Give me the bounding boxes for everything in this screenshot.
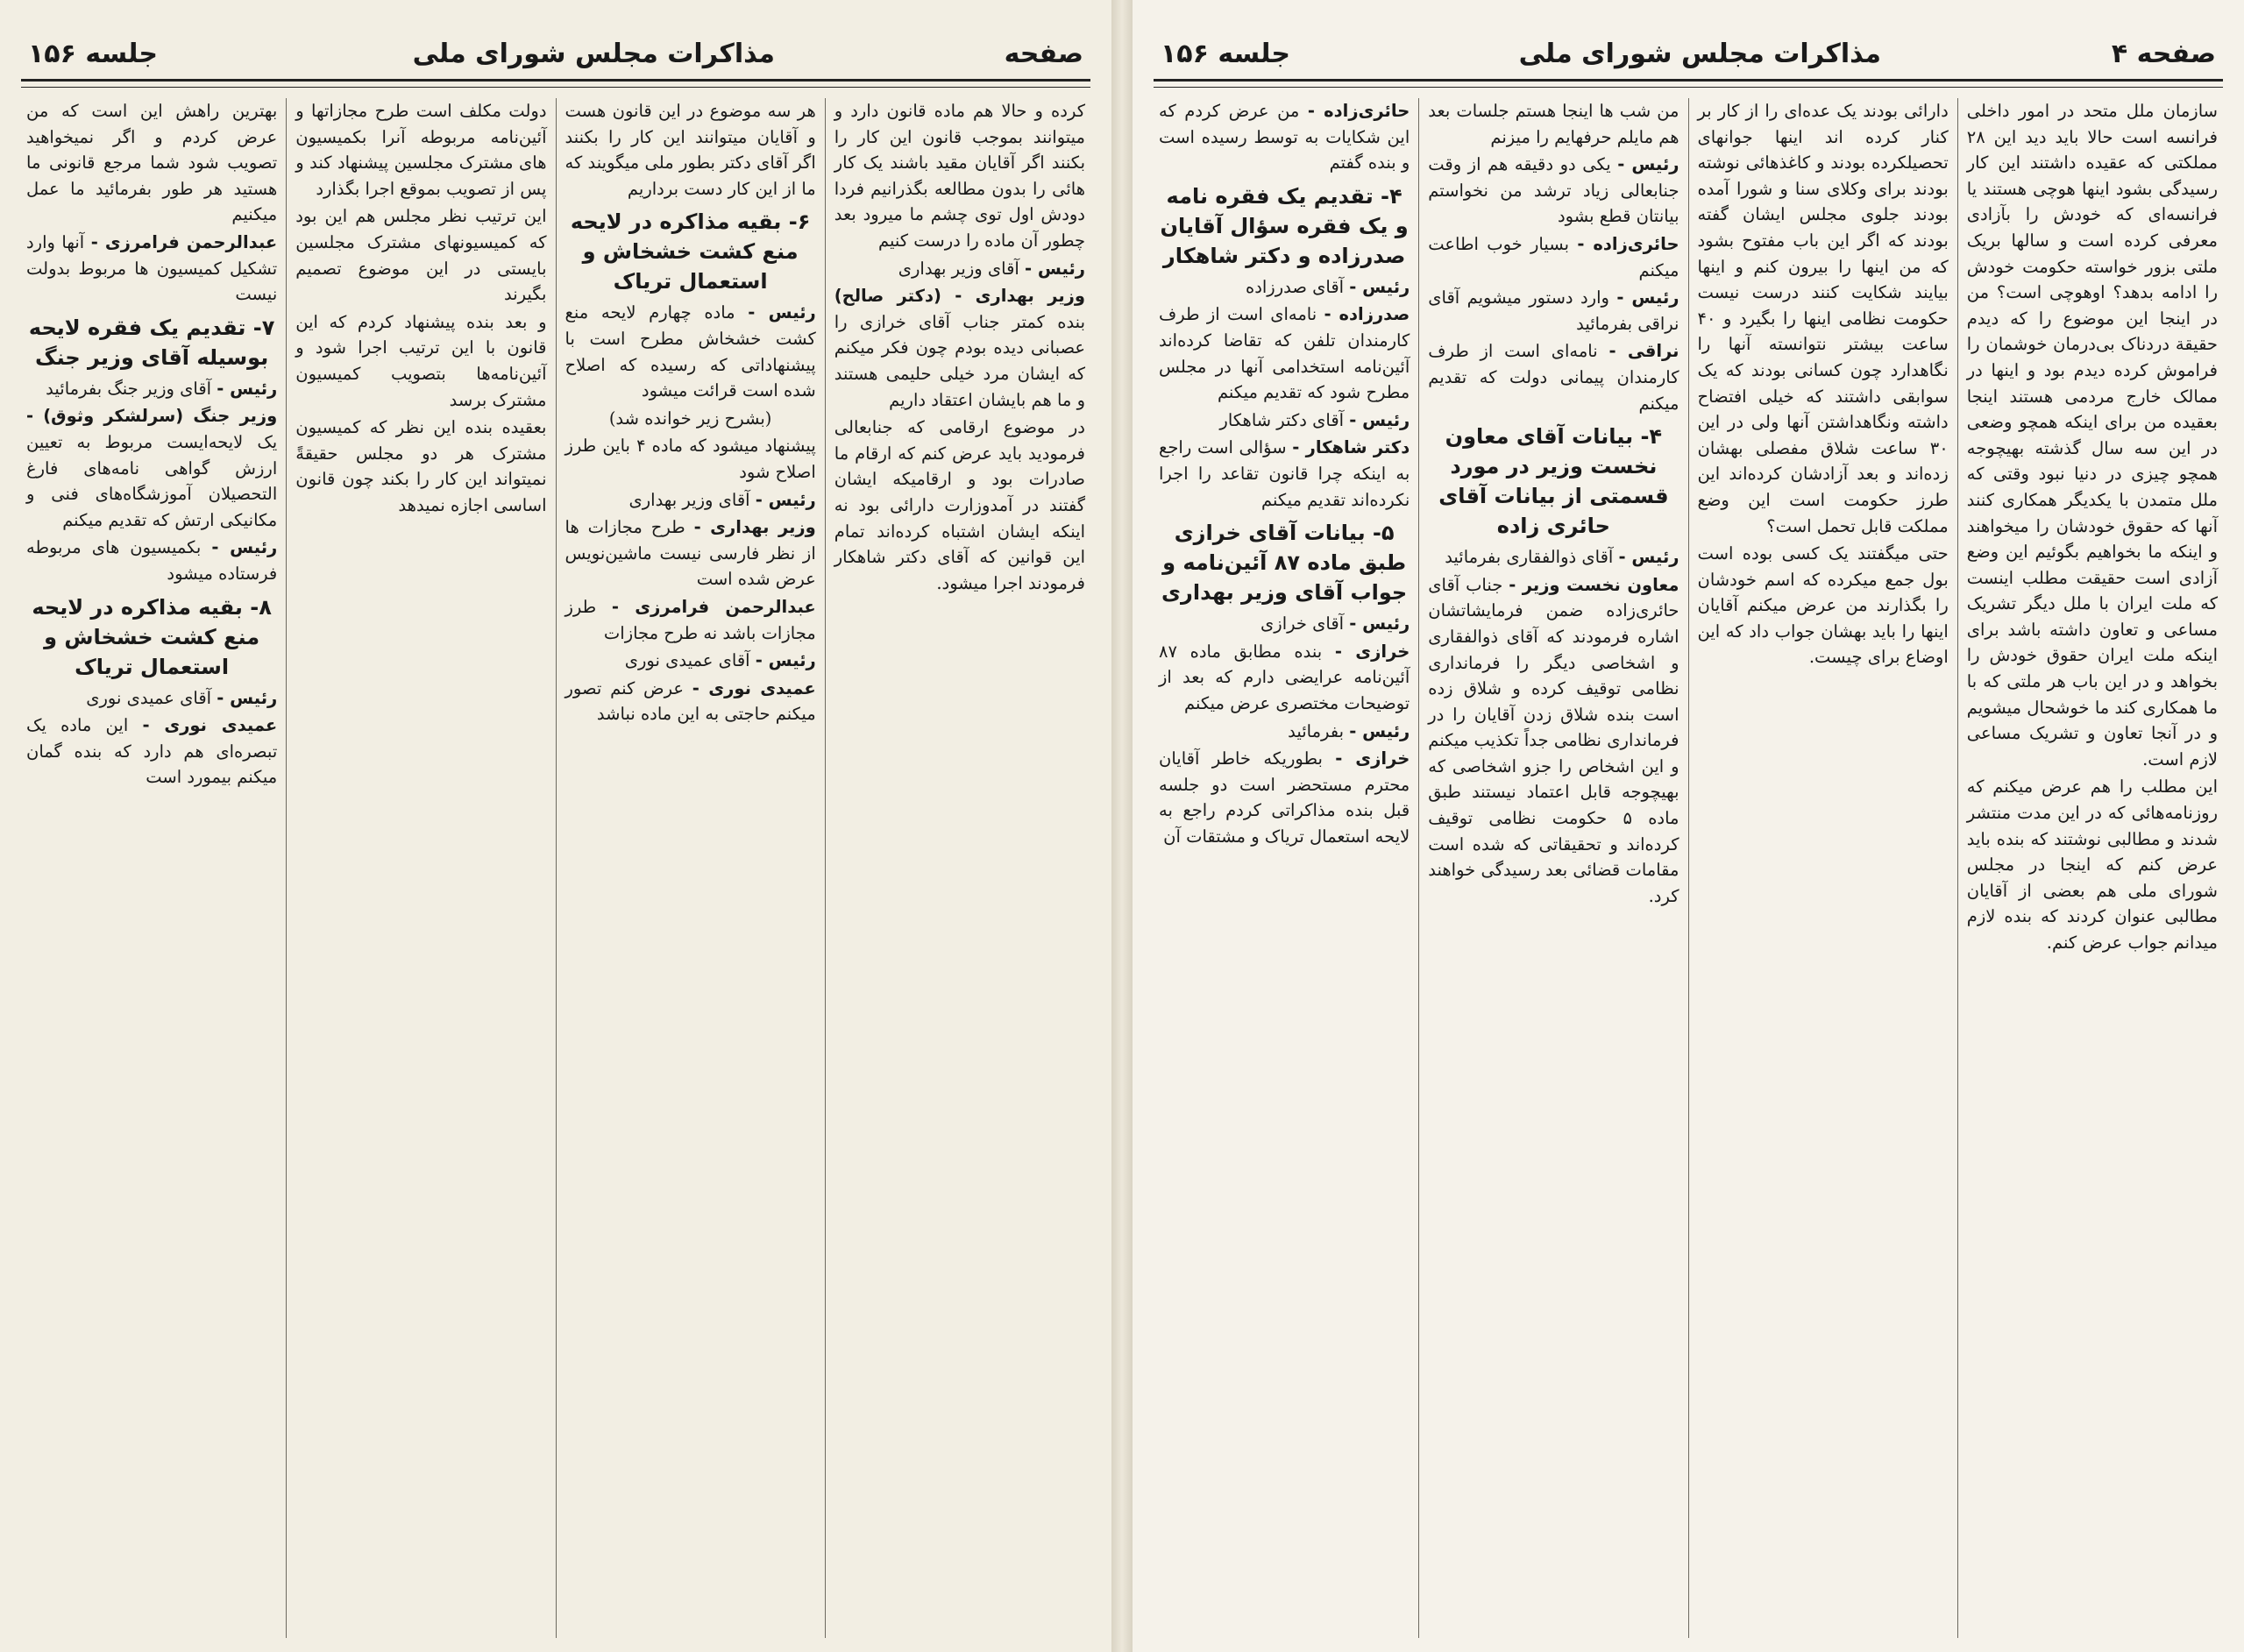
- speech-text: بطوریکه خاطر آقایان محترم مستحضر است دو جلسه قبل بنده مذاکراتی کردم راجع به لایحه استعمال تریاک و مشتقات آن: [1159, 748, 1410, 847]
- speech-paragraph: [1428, 285, 1679, 337]
- speaker-name: رئیس -: [755, 489, 816, 510]
- left-page-header: [21, 35, 1090, 88]
- speech-text: آقای صدرزاده: [1245, 276, 1345, 297]
- note-text: (بشرح زیر خوانده شد): [608, 408, 772, 429]
- speech-text: بنده مطابق ماده ۸۷ آئین‌نامه عرایضی دارم که بعد از توضیحات مختصری عرض میکنم: [1159, 641, 1410, 713]
- speech-text: یکی دو دقیقه هم از وقت جنابعالی زیاد ترشد من نخواستم بیانتان قطع بشود: [1428, 154, 1679, 227]
- text-column: [18, 98, 286, 1638]
- speech-text: آقای عمیدی نوری: [624, 650, 750, 671]
- speaker-name: رئیس -: [1349, 613, 1410, 635]
- speaker-name: دکتر شاهکار -: [1292, 437, 1410, 458]
- speaker-name: رئیس -: [1618, 547, 1679, 568]
- speaker-name: عمیدی نوری -: [692, 677, 816, 698]
- session-label: جلسه ۱۵۶: [1161, 39, 1290, 69]
- speech-text: ماده چهارم لایحه منع کشت خشخاش مطرح است با پیشنهاداتی که رسیده که اصلاح شده است قرائت میشود: [565, 302, 816, 401]
- speaker-name: نراقی -: [1608, 341, 1679, 362]
- header-rule: [21, 79, 1090, 88]
- body-paragraph: بهترین راهش این است که من عرض کردم و اگر نمیخواهید تصویب شود شما مرجع قانونی ما هستید هر طور بفرمائید ما عمل میکنیم: [26, 101, 278, 225]
- speaker-name: رئیس -: [1616, 287, 1679, 308]
- right-page-header: [1154, 35, 2223, 88]
- speech-text: آنها وارد تشکیل کمیسیون ها مربوط بدولت نیست: [26, 231, 278, 305]
- section-heading: ۴- بیانات آقای معاون نخست وزیر در مورد قسمتی از بیانات آقای حائری زاده: [1438, 424, 1669, 539]
- speaker-name: حائری‌زاده -: [1307, 101, 1410, 121]
- speaker-name: خرازی -: [1334, 641, 1410, 662]
- body-paragraph: در موضوع ارقامی که جنابعالی فرمودید باید عرض کنم که ارقام ما صادرات بود و ارقامیکه ایشان گفتند در آمدوزارت دارائی بود نه اینکه ایشان اشتباه کرده‌اند تمام این قوانین که آقای دکتر شاهکار فرمودند اجرا میشود.: [834, 417, 1085, 593]
- speaker-name: رئیس -: [748, 302, 816, 323]
- speaker-name: وزیر بهداری -: [693, 517, 816, 538]
- speech-text: آقای ذوالفقاری بفرمائید: [1445, 547, 1614, 568]
- speech-text: نامه‌ای است از طرف کارمندان تلفن که تقاضا کرده‌اند آئین‌نامه استخدامی آنها در مجلس مطرح شود که تقدیم میکنم: [1159, 304, 1410, 403]
- speaker-name: وزیر جنگ (سرلشکر وثوق) -: [26, 406, 278, 427]
- speaker-name: رئیس -: [1617, 154, 1679, 175]
- body-paragraph: این مطلب را هم عرض میکنم که روزنامه‌هائی که در این مدت منتشر شدند و مطالبی نوشتند که بنده باید عرض کنم که اینجا در مجلس شورای ملی هم بعضی از آقایان مطالبی عنوان کردند که بنده لازم میدانم جواب عرض کنم.: [1966, 776, 2218, 953]
- speech-paragraph: [1159, 408, 1410, 434]
- speech-paragraph: [1159, 435, 1410, 513]
- speaker-name: معاون نخست وزیر -: [1509, 574, 1679, 595]
- body-paragraph: من شب ها اینجا هستم جلسات بعد هم مایلم حرفهایم را میزنم: [1428, 101, 1679, 147]
- page-number: صفحه ۴: [2111, 39, 2216, 69]
- body-paragraph: پیشنهاد میشود که ماده ۴ باین طرز اصلاح شود: [565, 436, 816, 482]
- speech-text: جناب آقای حائری‌زاده ضمن فرمایشاتشان اشاره فرمودند که آقای ذوالفقاری و اشخاصی دیگر را فرمانداری نظامی توقیف کرده و شلاق زده است بنده شلاق زدن آقایان را در فرمانداری نظامی جداً تکذیب میکنم و این اشخاص را جزو اشخاصی که بهیچوجه قابل اعتماد نیستند طبق ماده ۵ حکومت نظامی توقیف کرده‌اند و تحقیقاتی که شده است مقامات قضائی بعد رسیدگی خواهند کرد.: [1428, 574, 1679, 906]
- speech-paragraph: [1159, 611, 1410, 637]
- speaker-name: خرازی -: [1335, 748, 1410, 769]
- speech-paragraph: [565, 514, 816, 592]
- speech-paragraph: [1159, 719, 1410, 745]
- speaker-name: حائری‌زاده -: [1577, 233, 1679, 254]
- speaker-name: صدرزاده -: [1324, 304, 1410, 325]
- speaker-name: رئیس -: [211, 537, 278, 558]
- speaker-name: رئیس -: [1349, 720, 1410, 741]
- speech-text: بکمیسیون های مربوطه فرستاده میشود: [26, 537, 278, 584]
- speech-paragraph: [565, 300, 816, 403]
- speaker-name: عبدالرحمن فرامرزی -: [611, 596, 816, 617]
- text-column: [825, 98, 1094, 1638]
- speech-text: آقای وزیر بهداری: [628, 489, 750, 510]
- speaker-name: رئیس -: [1349, 276, 1410, 297]
- text-column: [1150, 98, 1418, 1638]
- body-paragraph: بعقیده بنده این نظر که کمیسیون مشترک هر دو مجلس حقیقةً نمیتواند این کار را بکند چون قانون اساسی اجازه نمیدهد: [295, 417, 547, 515]
- speaker-name: رئیس -: [217, 687, 278, 708]
- body-paragraph: کرده و حالا هم ماده قانون دارد و میتوانند بموجب قانون این کار را بکنند اگر آقایان مقید باشند یک کار هائی را بدون مطالعه بگذرانیم فردا دودش اول توی چشم ما میرود بعد چطور آن ماده را درست کنیم: [834, 101, 1085, 251]
- right-page: [1133, 0, 2244, 1652]
- speech-paragraph: [565, 487, 816, 514]
- body-paragraph: این ترتیب نظر مجلس هم این بود که کمیسیونهای مشترک مجلسین بایستی در این موضوع تصمیم بگیرند: [295, 206, 547, 305]
- speech-paragraph: [1159, 746, 1410, 849]
- body-paragraph: و بعد بنده پیشنهاد کردم که این قانون با این ترتیب اجرا شود و آئین‌نامه‌ها بتصویب کمیسیون مشترک برسد: [295, 311, 547, 410]
- speech-paragraph: [1428, 152, 1679, 230]
- speech-text: نامه‌ای است از طرف کارمندان پیمانی دولت که تقدیم میکنم: [1428, 341, 1679, 414]
- speech-paragraph: [1428, 338, 1679, 416]
- body-paragraph: حتی میگفتند یک کسی بوده است بول جمع میکرده که اسم خودشان را بگذارند من عرض میکنم آقایان اینها را باید بهشان جواب داد که این اوضاع برای چیست.: [1697, 543, 1949, 668]
- text-column: [1418, 98, 1687, 1638]
- section-heading: ۸- بقیه مذاکره در لایحه منع کشت خشخاش و استعمال تریاک: [32, 594, 272, 679]
- speech-paragraph: [1428, 572, 1679, 910]
- speech-text: آقای خرازی: [1260, 613, 1345, 635]
- speech-text: آقای دکتر شاهکار: [1219, 409, 1345, 430]
- text-column: [286, 98, 555, 1638]
- speech-text: بنده کمتر جناب آقای خرازی را عصبانی دیده بودم چون فکر میکنم که ایشان مرد خیلی حلیمی هستند و ما هم بایشان اعتقاد داریم: [834, 311, 1085, 410]
- body-paragraph: دولت مکلف است طرح مجازاتها و آئین‌نامه مربوطه آنرا بکمیسیون های مشترک مجلسین پیشنهاد کند و پس از تصویب بموقع اجرا بگذارد: [295, 101, 547, 199]
- page-title: مذاکرات مجلس شورای ملی: [1518, 39, 1881, 69]
- speech-text: عرض کنم تصور میکنم حاجتی به این ماده نباشد: [565, 677, 816, 725]
- speech-text: آقای وزیر بهداری: [898, 258, 1019, 279]
- left-page-columns: [18, 98, 1094, 1638]
- section-heading: ۷- تقدیم یک فقره لایحه بوسیله آقای وزیر جنگ: [28, 315, 275, 370]
- speaker-name: رئیس -: [755, 650, 816, 671]
- speech-paragraph: [834, 256, 1085, 282]
- speech-paragraph: [26, 713, 277, 791]
- text-column: [556, 98, 825, 1638]
- speech-paragraph: [26, 685, 277, 712]
- page-gutter: [1111, 0, 1133, 1652]
- speech-text: طرح مجازات ها از نظر فارسی نیست ماشین‌نویس عرض شده است: [565, 517, 816, 590]
- body-paragraph: دارائی بودند یک عده‌ای را از کار بر کنار کرده اند اینها جوانهای تحصیلکرده بودند و کاغذهائی نوشته بودند برای وکلای سنا و شورا آمده بودند جلوی مجلس ایشان گفته بودند که اگر این باب مفتوح بشود که من اینها را بیرون کنم و اینها بیایند شکایت کنند درست نیست حکومت نظامی اینها را بگیرد و ۴۰ ساعت بیشتر نتوانسته آنها را نگاهدارد چون کسانی بودند که یک سوابقی داشتند که خیلی افتضاح داشته ونگاهداشتن آنها ولی در این ۳۰ ساعت شلاق مفصلی بهشان زده‌اند و بعد آزادشان کرده‌اند این طرز حکومت است این وضع مملکت قابل تحمل است؟: [1697, 101, 1949, 536]
- speech-text: این ماده یک تبصره‌ای هم دارد که بنده گمان میکنم بیمورد است: [26, 715, 278, 788]
- speech-text: من عرض کردم که این شکایات به توسط رسیده است و بنده گفتم: [1159, 101, 1410, 174]
- speaker-name: عمیدی نوری -: [142, 715, 278, 736]
- speech-text: طرز مجازات باشد نه طرح مجازات: [565, 596, 816, 643]
- speech-paragraph: [1428, 544, 1679, 571]
- text-column: [1688, 98, 1957, 1638]
- speaker-name: رئیس -: [1349, 409, 1410, 430]
- speech-paragraph: [565, 594, 816, 646]
- page-title: مذاکرات مجلس شورای ملی: [412, 39, 775, 69]
- speech-paragraph: [26, 376, 277, 402]
- speech-text: سؤالی است راجع به اینکه چرا قانون تقاعد را اجرا نکرده‌اند تقدیم میکنم: [1159, 437, 1410, 510]
- body-paragraph: هر سه موضوع در این قانون هست و آقایان میتوانند این کار را بکنند اگر آقای دکتر بطور ملی میگویند که ما از این کار دست برداریم: [565, 101, 816, 199]
- speaker-name: رئیس -: [1025, 258, 1085, 279]
- speaker-name: وزیر بهداری - (دکتر صالح): [834, 286, 1085, 307]
- left-page: [0, 0, 1111, 1652]
- speech-text: یک لایحه‌ایست مربوط به تعیین ارزش گواهی نامه‌های فارغ التحصیلان آموزشگاه‌های فنی و مکانیکی ارتش که تقدیم میکنم: [26, 431, 278, 530]
- section-heading: ۴- تقدیم یک فقره نامه و یک فقره سؤال آقایان صدرزاده و دکتر شاهکار: [1160, 183, 1409, 268]
- speech-text: آقای عمیدی نوری: [86, 687, 212, 708]
- speech-text: بفرمائید: [1288, 720, 1345, 741]
- section-heading: ۶- بقیه مذاکره در لایحه منع کشت خشخاش و استعمال تریاک: [570, 209, 811, 294]
- header-rule: [1154, 79, 2223, 88]
- speech-paragraph: [1159, 274, 1410, 301]
- section-heading: ۵- بیانات آقای خرازی طبق ماده ۸۷ آئین‌نامه و جواب آقای وزیر بهداری: [1161, 521, 1408, 606]
- speech-paragraph: [1159, 98, 1410, 176]
- speech-text: بسیار خوب اطاعت میکنم: [1428, 233, 1679, 280]
- text-column: [1957, 98, 2226, 1638]
- speech-paragraph: [26, 403, 277, 533]
- speech-paragraph: [1159, 639, 1410, 717]
- speech-paragraph: [26, 535, 277, 586]
- right-page-columns: [1150, 98, 2226, 1638]
- body-paragraph: سازمان ملل متحد در امور داخلی فرانسه است حالا باید دید این ۲۸ مملکتی که عقیده داشتند این کار رسیدگی بشود اینها هوچی هستند یا فرانسه‌ای که خودش را بآزادی معرفی کرده است و سالها بریک ملتی بزور خواسته حکومت خودش را ادامه بدهد؟ اوهوچی است؟ من در اینجا این موضوع را که دیدم حقیقة دردناک بی‌درمان خوشمان را فراموش کرده دیدم بود و اینها در ممالک خارج مردمی هستند اینجا بعقیده من برای اینکه همچو وضعی در این سه سال گذشته بهیچوجه همچو چیزی در دنیا نبود وقتی که ملل متمدن با یکدیگر همکاری کنند آنها که حقوق خودشان را میخواهند و اینکه ما بخواهیم بگوئیم این وضع آزادی است حقیقت مطلب اینست که ملت ایران با ملل دیگر تشریک مساعی و تعاون داشته باشد برای اینکه ملت ایران حقوق خودش را بخواهد و در این باب هر ملتی که با ما همکاری کند ما خوشحال میشویم و در آنجا تعاون و تشریک مساعی لازم است.: [1966, 101, 2218, 769]
- speech-text: آقای وزیر جنگ بفرمائید: [46, 378, 212, 399]
- speaker-name: رئیس -: [217, 378, 278, 399]
- page-number: صفحه: [1004, 39, 1083, 69]
- speech-paragraph: [834, 283, 1085, 413]
- speech-paragraph: [1159, 301, 1410, 405]
- speech-text: وارد دستور میشویم آقای نراقی بفرمائید: [1428, 287, 1679, 334]
- speech-paragraph: [565, 676, 816, 727]
- speech-paragraph: [565, 648, 816, 674]
- speech-paragraph: [1428, 231, 1679, 283]
- session-label: جلسه ۱۵۶: [28, 39, 158, 69]
- speech-paragraph: [26, 230, 277, 308]
- speaker-name: عبدالرحمن فرامرزی -: [90, 231, 278, 252]
